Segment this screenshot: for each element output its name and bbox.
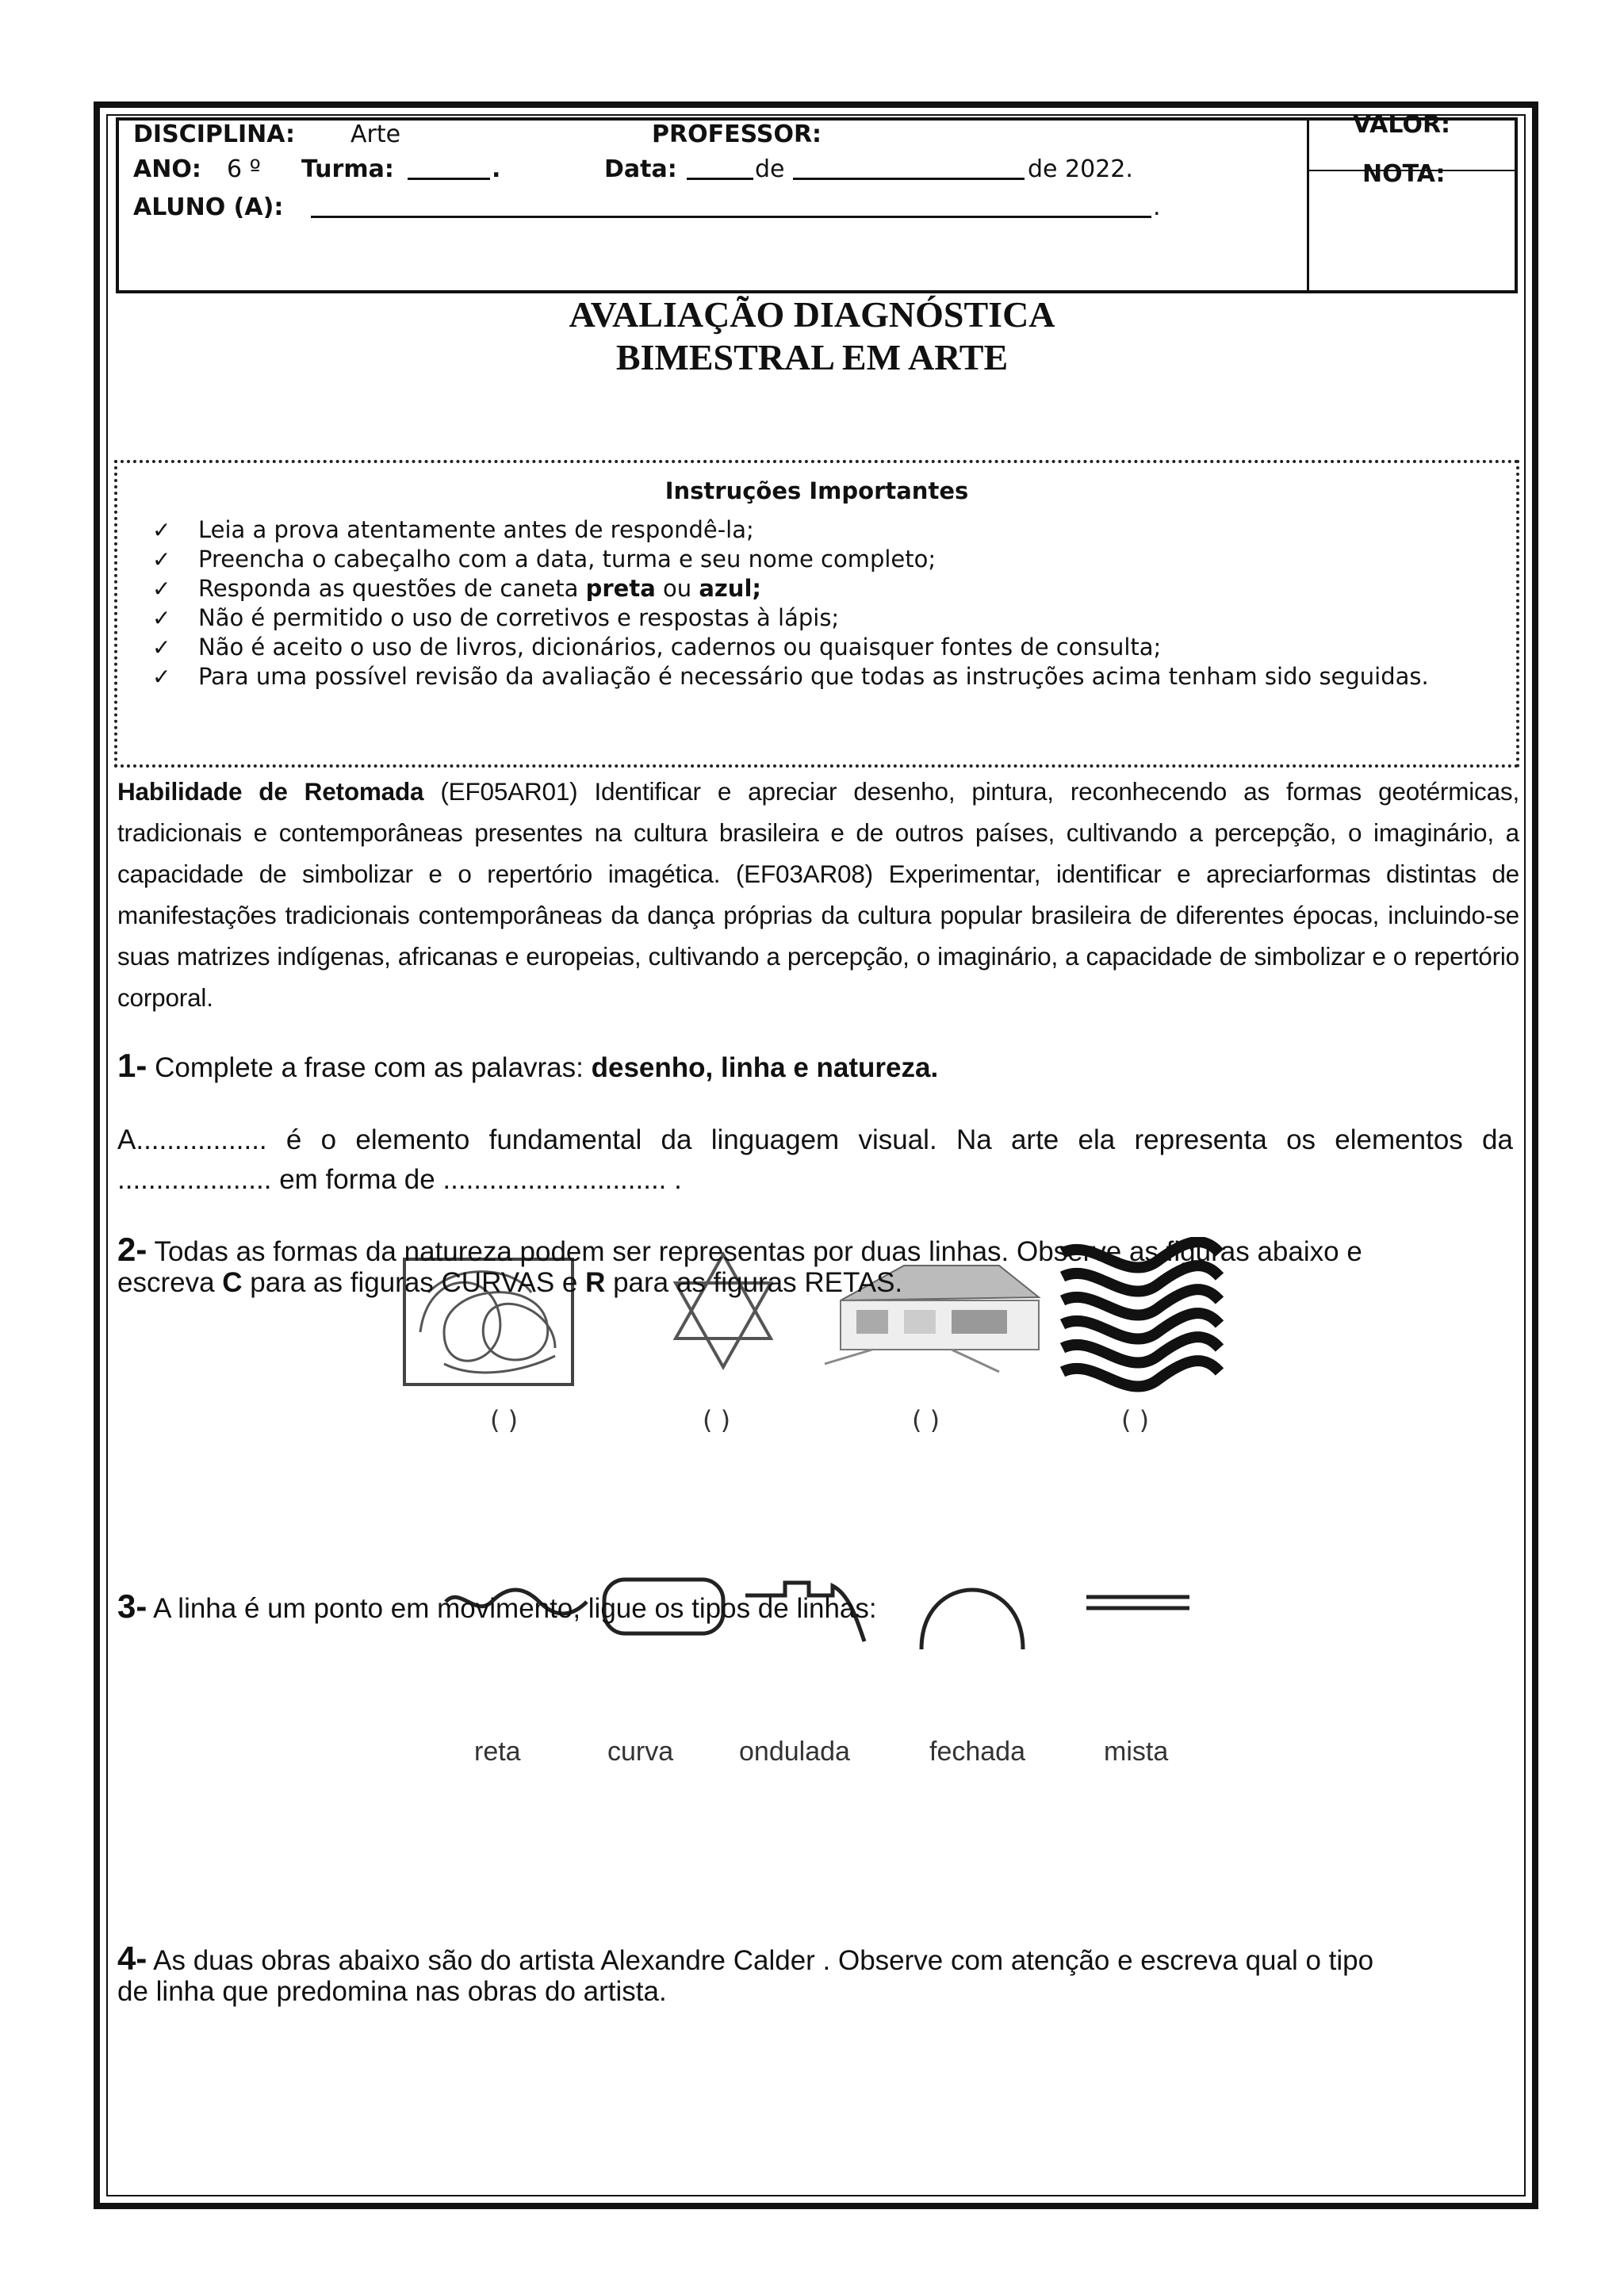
answer-blank-4[interactable]: ( ) (1121, 1405, 1150, 1435)
check-icon: ✓ (152, 546, 171, 573)
turma-end: . (492, 155, 501, 183)
data-label: Data: (604, 155, 677, 183)
question-4-line-1: 4- As duas obras abaixo são do artista Alexandre Calder . Observe com atenção e escreva qual o tipo (117, 1940, 1374, 1977)
aluno-label: ALUNO (A): (133, 193, 284, 221)
instructions-heading: Instruções Importantes (665, 477, 969, 504)
question-3: 3- A linha é um ponto em movimento, ligue os tipos de linhas: (117, 1587, 877, 1625)
label-mista: mista (1104, 1737, 1169, 1767)
disciplina-label: DISCIPLINA: (133, 121, 295, 148)
page-title-line-2: BIMESTRAL EM ARTE (615, 337, 1009, 377)
answer-blank-2[interactable]: ( ) (703, 1405, 731, 1435)
disciplina-value: Arte (350, 121, 401, 148)
skill-text: (EF05AR01) Identificar e apreciar desenho, pintura, reconhecendo as formas geotérmicas, tradicionais e contemporâneas presentes na cultura brasileira e de outros países, cultivando a percepção, o imaginário, a capacidade de simbolizar e o repertório imagética. (EF03AR08) Experimentar, identificar e apreciarformas distintas de manifestações tradicionais contemporâneas da dança próprias da cultura popular brasileira de diferentes épocas, incluindo-se suas matrizes indígenas, africanas e europeias, cultivando a percepção, o imaginário, a capacidade de simbolizar e o repertório corporal. (117, 777, 1520, 1012)
question-1-number: 1- (117, 1047, 147, 1084)
question-4-line-2: de linha que predomina nas obras do artista. (117, 1976, 667, 2007)
nota-label: NOTA: (1362, 160, 1446, 188)
question-2-line-2: escreva C para as figuras CURVAS e R para as figuras RETAS. (117, 1267, 903, 1298)
answer-blank-1[interactable]: ( ) (490, 1405, 519, 1435)
month-field[interactable] (793, 157, 1025, 180)
check-icon: ✓ (152, 605, 171, 631)
data-de-1: de (755, 155, 785, 183)
professor-label: PROFESSOR: (652, 121, 822, 148)
check-icon: ✓ (152, 576, 171, 602)
check-icon: ✓ (152, 517, 171, 543)
instruction-item: ✓ Não é aceito o uso de livros, dicionários, cadernos ou quaisquer fontes de consulta; (152, 634, 1162, 661)
question-2-line-1: 2- Todas as formas da natureza podem ser representas por duas linhas. Observe as figuras abaixo e (117, 1231, 1362, 1268)
check-icon: ✓ (152, 664, 171, 690)
aluno-end: . (1153, 193, 1161, 221)
answer-blank-3[interactable]: ( ) (912, 1405, 940, 1435)
header-divider (1307, 121, 1309, 290)
skill-label: Habilidade de Retomada (117, 777, 424, 806)
label-reta: reta (474, 1737, 521, 1767)
turma-label: Turma: (301, 155, 394, 183)
label-ondulada: ondulada (739, 1737, 850, 1767)
instruction-item: ✓ Para uma possível revisão da avaliação é necessário que todas as instruções acima tenham sido seguidas. (152, 663, 1429, 690)
label-curva: curva (607, 1737, 674, 1767)
instruction-item: ✓ Não é permitido o uso de corretivos e respostas à lápis; (152, 604, 840, 631)
instruction-item: ✓ Leia a prova atentamente antes de respondê-la; (152, 516, 754, 543)
page-title-line-1: AVALIAÇÃO DIAGNÓSTICA (569, 294, 1055, 335)
instruction-item: ✓ Preencha o cabeçalho com a data, turma e seu nome completo; (152, 546, 936, 573)
day-field[interactable] (687, 157, 753, 180)
skill-paragraph (117, 771, 1519, 1018)
question-2-number: 2- (117, 1231, 147, 1268)
valor-label: VALOR: (1353, 111, 1451, 139)
question-3-number: 3- (117, 1587, 147, 1625)
check-icon: ✓ (152, 634, 171, 661)
instructions-list (152, 515, 1489, 691)
turma-field[interactable] (408, 157, 490, 180)
label-fechada: fechada (929, 1737, 1025, 1767)
student-name-field[interactable] (311, 195, 1151, 218)
ano-value: 6 º (227, 155, 261, 183)
question-1-sentence-line-1: A................. é o elemento fundamental da linguagem visual. Na arte ela representa os elementos da (117, 1124, 1513, 1155)
ano-label: ANO: (133, 155, 201, 183)
question-1-sentence-line-2: .................... em forma de ............................. . (117, 1164, 682, 1195)
instruction-item: ✓ Responda as questões de caneta preta ou azul; (152, 575, 761, 602)
instructions-box (114, 460, 1519, 768)
question-1: 1- Complete a frase com as palavras: desenho, linha e natureza. (117, 1047, 939, 1084)
curved-line (921, 1590, 1023, 1649)
question-4-number: 4- (117, 1940, 147, 1977)
data-de-2: de 2022. (1028, 155, 1133, 183)
